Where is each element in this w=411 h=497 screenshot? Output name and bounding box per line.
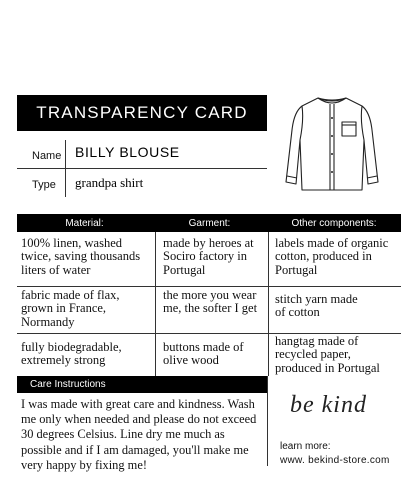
divider <box>65 140 66 197</box>
column-header-garment: Garment: <box>188 217 231 229</box>
table-header <box>17 214 401 232</box>
care-instructions-text: I was made with great care and kindness. Wash me only when needed and please do not exceed 30 degrees Celsius. Line dry me much as possible and if I am damaged, you'll make me very happy by fixing me! <box>21 397 257 472</box>
divider <box>268 232 269 376</box>
website-link[interactable]: www. bekind-store.com <box>280 455 390 466</box>
table-cell: the more you wear me, the softer I get <box>163 288 258 316</box>
divider <box>155 232 156 376</box>
table-cell: buttons made of olive wood <box>163 340 244 368</box>
table-cell: made by heroes at Sociro factory in Portugal <box>163 236 254 277</box>
divider <box>17 168 267 169</box>
column-header-other: Other components: <box>291 217 377 229</box>
table-cell: fabric made of flax, grown in France, Normandy <box>21 288 120 329</box>
care-instructions-heading: Care Instructions <box>17 376 267 393</box>
divider <box>267 376 268 466</box>
table-cell: labels made of organic cotton, produced in Portugal <box>275 236 389 277</box>
table-cell: fully biodegradable, extremely strong <box>21 340 122 368</box>
column-header-material: Material: <box>65 217 104 229</box>
type-label: Type <box>32 179 56 191</box>
table-cell: 100% linen, washed twice, saving thousands liters of water <box>21 236 141 277</box>
name-value: BILLY BLOUSE <box>75 144 180 160</box>
learn-more-label: learn more: <box>280 441 331 452</box>
table-cell: hangtag made of recycled paper, produced in Portugal <box>275 334 380 375</box>
name-label: Name <box>32 150 62 162</box>
table-cell: stitch yarn made of cotton <box>275 292 358 320</box>
divider <box>17 286 401 287</box>
card-title: TRANSPARENCY CARD <box>17 95 267 131</box>
shirt-illustration-icon <box>282 90 382 196</box>
brand-slogan: be kind <box>290 392 367 418</box>
type-value: grandpa shirt <box>75 175 144 190</box>
